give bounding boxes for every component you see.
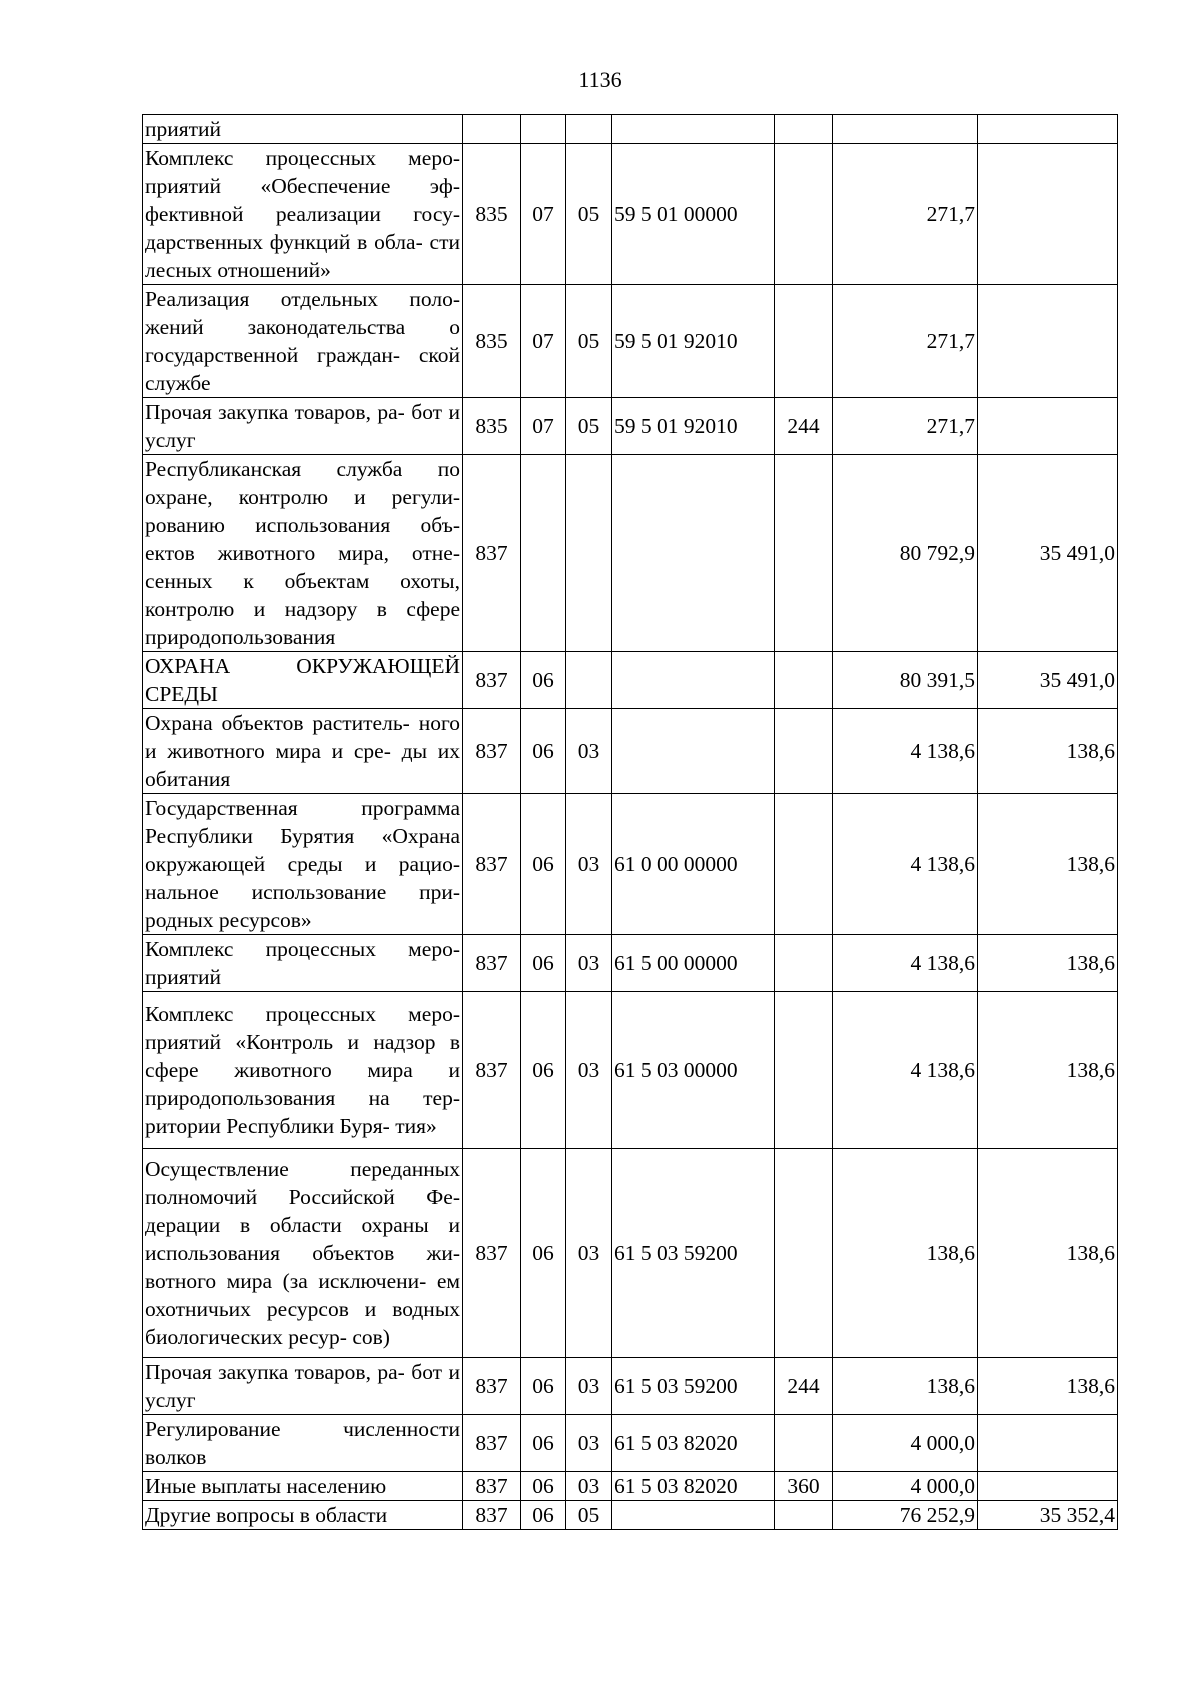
table-row [143, 1501, 1118, 1530]
item-name-cell [143, 1358, 463, 1415]
table-row [143, 144, 1118, 285]
item-name-line: нальное использование при- [145, 880, 460, 904]
section-code-cell: 06 [521, 652, 566, 709]
item-name-cell [143, 1149, 463, 1358]
amount-cell: 138,6 [833, 1149, 978, 1358]
item-name-cell [143, 709, 463, 794]
subsection-code-cell: 05 [566, 1501, 612, 1530]
item-name-line: Охрана объектов раститель- [145, 711, 410, 735]
item-name-cell [143, 652, 463, 709]
table-body [143, 115, 1118, 1530]
amount-cell: 138,6 [833, 1358, 978, 1415]
subvention-amount-cell: 138,6 [978, 935, 1118, 992]
table-row [143, 1472, 1118, 1501]
section-code-cell: 07 [521, 398, 566, 455]
item-name-cell [143, 115, 463, 144]
section-code-cell [521, 455, 566, 652]
section-code-cell: 06 [521, 1415, 566, 1472]
page-number: 1136 [578, 67, 622, 92]
subvention-amount-cell [978, 115, 1118, 144]
section-code-cell: 06 [521, 1358, 566, 1415]
item-name-line: Комплекс процессных меро- [145, 1002, 460, 1026]
section-code-cell: 06 [521, 1149, 566, 1358]
item-name-line: сти лесных отношений» [145, 230, 460, 282]
amount-cell: 271,7 [833, 144, 978, 285]
item-name-line: Реализация отдельных поло- [145, 287, 460, 311]
expense-type-cell [775, 285, 833, 398]
expense-type-cell: 244 [775, 398, 833, 455]
subvention-amount-cell [978, 1415, 1118, 1472]
item-name-line: волков [145, 1445, 207, 1469]
section-code-cell: 06 [521, 1501, 566, 1530]
item-name-line: полномочий Российской Фе- [145, 1185, 460, 1209]
target-article-cell [612, 709, 775, 794]
ministry-code-cell: 837 [463, 455, 521, 652]
table-row [143, 398, 1118, 455]
item-name-line: природопользования на тер- [145, 1086, 460, 1110]
ministry-code-cell: 835 [463, 144, 521, 285]
ministry-code-cell: 835 [463, 398, 521, 455]
subvention-amount-cell: 35 352,4 [978, 1501, 1118, 1530]
expense-type-cell [775, 1415, 833, 1472]
amount-cell [833, 115, 978, 144]
subvention-amount-cell: 138,6 [978, 1149, 1118, 1358]
item-name-line: Другие вопросы в области [145, 1503, 388, 1527]
amount-cell: 4 138,6 [833, 709, 978, 794]
item-name-line: Регулирование численности [145, 1417, 460, 1441]
subsection-code-cell: 03 [566, 992, 612, 1149]
ministry-code-cell: 837 [463, 935, 521, 992]
item-name-line: водных биологических ресур- [145, 1297, 461, 1349]
amount-cell: 4 138,6 [833, 794, 978, 935]
item-name-line: ды их обитания [145, 739, 461, 791]
expense-type-cell [775, 1501, 833, 1530]
section-code-cell: 06 [521, 709, 566, 794]
subvention-amount-cell: 138,6 [978, 709, 1118, 794]
item-name-line: контролю и надзору в сфере [145, 597, 460, 621]
target-article-cell: 61 5 03 59200 [612, 1358, 775, 1415]
target-article-cell [612, 1501, 775, 1530]
item-name-line: Республики Бурятия «Охрана [145, 824, 460, 848]
table-row [143, 115, 1118, 144]
section-code-cell: 06 [521, 992, 566, 1149]
item-name-line: рованию использования объ- [145, 513, 460, 537]
expense-type-cell [775, 709, 833, 794]
item-name-line: фективной реализации госу- [145, 202, 460, 226]
target-article-cell: 61 5 03 82020 [612, 1472, 775, 1501]
item-name-line: дерации в области охраны и [145, 1213, 460, 1237]
budget-table [142, 114, 1118, 1530]
item-name-line: сов) [352, 1325, 390, 1349]
item-name-cell [143, 794, 463, 935]
ministry-code-cell: 837 [463, 1415, 521, 1472]
ministry-code-cell [463, 115, 521, 144]
item-name-line: ритории Республики Буря- [145, 1114, 390, 1138]
item-name-line: Комплекс процессных меро- [145, 937, 460, 961]
table-row [143, 1415, 1118, 1472]
ministry-code-cell: 837 [463, 1149, 521, 1358]
item-name-line: дарственных функций в обла- [145, 230, 423, 254]
item-name-line: ектов животного мира, отне- [145, 541, 460, 565]
subsection-code-cell [566, 455, 612, 652]
subsection-code-cell: 03 [566, 794, 612, 935]
section-code-cell: 06 [521, 935, 566, 992]
item-name-line: приятий [145, 965, 222, 989]
table-row [143, 1358, 1118, 1415]
subvention-amount-cell: 138,6 [978, 1358, 1118, 1415]
expense-type-cell: 360 [775, 1472, 833, 1501]
subsection-code-cell: 03 [566, 935, 612, 992]
ministry-code-cell: 837 [463, 709, 521, 794]
item-name-cell [143, 1501, 463, 1530]
item-name-line: приятий [145, 117, 222, 141]
table-row [143, 455, 1118, 652]
item-name-line: в сфере животного мира и [145, 1030, 460, 1082]
ministry-code-cell: 837 [463, 1501, 521, 1530]
ministry-code-cell: 837 [463, 794, 521, 935]
section-code-cell: 06 [521, 1472, 566, 1501]
subsection-code-cell: 05 [566, 285, 612, 398]
item-name-line: использования объектов жи- [145, 1241, 460, 1265]
subvention-amount-cell [978, 1472, 1118, 1501]
item-name-line: приятий «Контроль и надзор [145, 1030, 436, 1054]
expense-type-cell [775, 935, 833, 992]
table-row [143, 652, 1118, 709]
section-code-cell [521, 115, 566, 144]
expense-type-cell [775, 992, 833, 1149]
item-name-line: бот и услуг [145, 400, 460, 452]
table-row [143, 285, 1118, 398]
item-name-line: Комплекс процессных меро- [145, 146, 460, 170]
expense-type-cell: 244 [775, 1358, 833, 1415]
table-row [143, 1149, 1118, 1358]
amount-cell: 4 000,0 [833, 1472, 978, 1501]
item-name-line: Осуществление переданных [145, 1157, 460, 1181]
target-article-cell: 61 5 03 59200 [612, 1149, 775, 1358]
target-article-cell: 59 5 01 00000 [612, 144, 775, 285]
amount-cell: 80 792,9 [833, 455, 978, 652]
amount-cell: 76 252,9 [833, 1501, 978, 1530]
target-article-cell: 61 0 00 00000 [612, 794, 775, 935]
target-article-cell [612, 115, 775, 144]
expense-type-cell [775, 115, 833, 144]
expense-type-cell [775, 1149, 833, 1358]
item-name-cell [143, 992, 463, 1149]
item-name-line: бот и услуг [145, 1360, 460, 1412]
amount-cell: 4 138,6 [833, 935, 978, 992]
item-name-line: сенных к объектам охоты, [145, 569, 460, 593]
amount-cell: 80 391,5 [833, 652, 978, 709]
subvention-amount-cell [978, 144, 1118, 285]
item-name-line: Государственная программа [145, 796, 460, 820]
item-name-line: охране, контролю и регули- [145, 485, 460, 509]
subsection-code-cell: 03 [566, 1358, 612, 1415]
item-name-line: ОХРАНА ОКРУЖАЮЩЕЙ [145, 654, 460, 678]
item-name-line: вотного мира (за исключени- [145, 1269, 427, 1293]
item-name-line: ного и животного мира и сре- [145, 711, 460, 763]
expense-type-cell [775, 652, 833, 709]
target-article-cell: 61 5 03 00000 [612, 992, 775, 1149]
amount-cell: 4 000,0 [833, 1415, 978, 1472]
item-name-line: Прочая закупка товаров, ра- [145, 400, 405, 424]
subsection-code-cell: 05 [566, 144, 612, 285]
item-name-line: жений законодательства о [145, 315, 460, 339]
subsection-code-cell: 05 [566, 398, 612, 455]
target-article-cell: 59 5 01 92010 [612, 285, 775, 398]
target-article-cell: 61 5 00 00000 [612, 935, 775, 992]
table-row [143, 794, 1118, 935]
expense-type-cell [775, 144, 833, 285]
ministry-code-cell: 837 [463, 992, 521, 1149]
subsection-code-cell: 03 [566, 1149, 612, 1358]
subsection-code-cell [566, 115, 612, 144]
ministry-code-cell: 837 [463, 1472, 521, 1501]
table-row [143, 935, 1118, 992]
subvention-amount-cell: 138,6 [978, 794, 1118, 935]
subvention-amount-cell: 35 491,0 [978, 652, 1118, 709]
item-name-cell [143, 935, 463, 992]
item-name-line: тия» [395, 1114, 437, 1138]
item-name-line: природопользования [145, 625, 336, 649]
expense-type-cell [775, 794, 833, 935]
item-name-cell [143, 1415, 463, 1472]
ministry-code-cell: 837 [463, 652, 521, 709]
item-name-line: ем охотничьих ресурсов и [145, 1269, 461, 1321]
subvention-amount-cell [978, 398, 1118, 455]
amount-cell: 271,7 [833, 398, 978, 455]
item-name-line: родных ресурсов» [145, 908, 312, 932]
table-row [143, 992, 1118, 1149]
item-name-cell [143, 1472, 463, 1501]
amount-cell: 4 138,6 [833, 992, 978, 1149]
section-code-cell: 07 [521, 144, 566, 285]
item-name-line: Иные выплаты населению [145, 1474, 387, 1498]
subsection-code-cell: 03 [566, 1415, 612, 1472]
target-article-cell: 61 5 03 82020 [612, 1415, 775, 1472]
subsection-code-cell [566, 652, 612, 709]
ministry-code-cell: 835 [463, 285, 521, 398]
section-code-cell: 07 [521, 285, 566, 398]
subsection-code-cell: 03 [566, 1472, 612, 1501]
item-name-line: ской службе [145, 343, 460, 395]
target-article-cell [612, 652, 775, 709]
item-name-cell [143, 455, 463, 652]
item-name-line: приятий «Обеспечение эф- [145, 174, 460, 198]
subsection-code-cell: 03 [566, 709, 612, 794]
item-name-cell [143, 144, 463, 285]
subvention-amount-cell: 35 491,0 [978, 455, 1118, 652]
table-row [143, 709, 1118, 794]
expense-type-cell [775, 455, 833, 652]
amount-cell: 271,7 [833, 285, 978, 398]
subvention-amount-cell [978, 285, 1118, 398]
item-name-line: государственной граждан- [145, 343, 401, 367]
item-name-line: Прочая закупка товаров, ра- [145, 1360, 405, 1384]
target-article-cell: 59 5 01 92010 [612, 398, 775, 455]
item-name-line: СРЕДЫ [145, 682, 218, 706]
item-name-line: окружающей среды и рацио- [145, 852, 460, 876]
ministry-code-cell: 837 [463, 1358, 521, 1415]
item-name-cell [143, 398, 463, 455]
section-code-cell: 06 [521, 794, 566, 935]
item-name-line: Республиканская служба по [145, 457, 460, 481]
target-article-cell [612, 455, 775, 652]
subvention-amount-cell: 138,6 [978, 992, 1118, 1149]
item-name-cell [143, 285, 463, 398]
